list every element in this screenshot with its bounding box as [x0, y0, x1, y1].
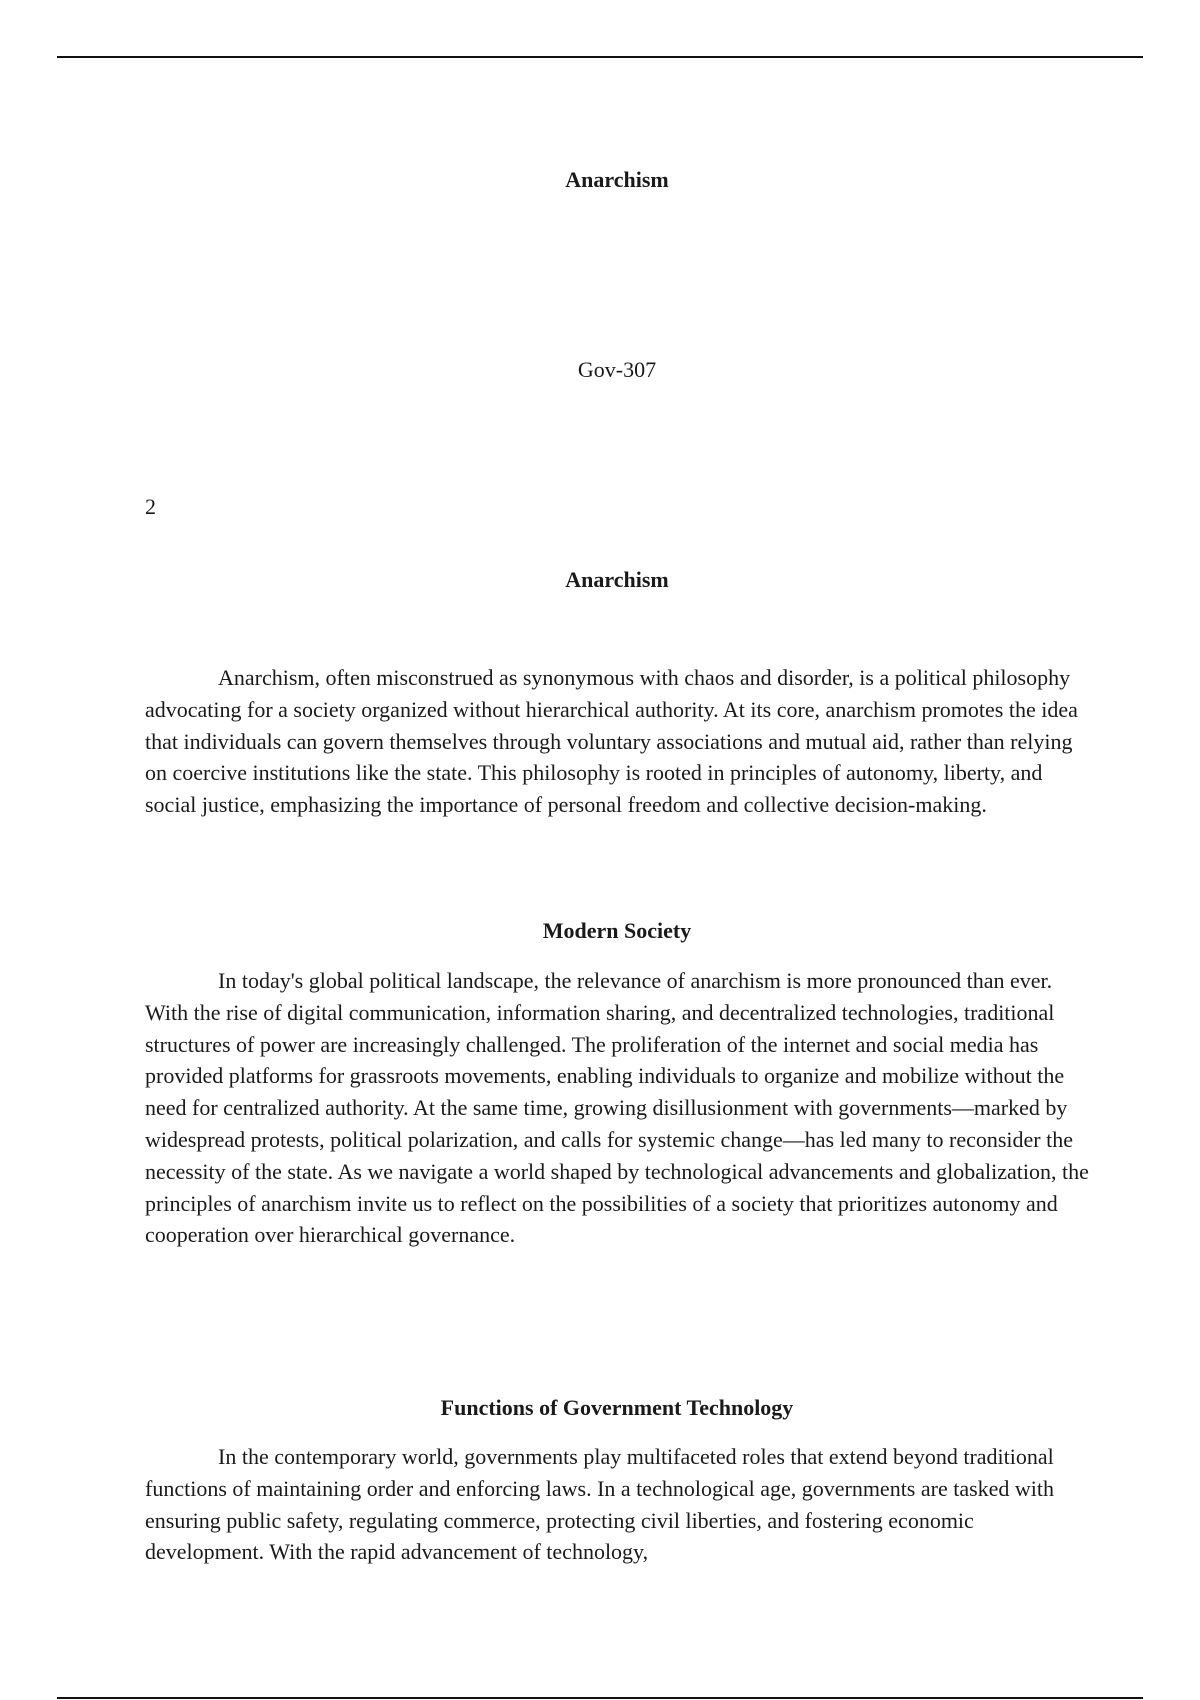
section-heading-government-technology: Functions of Government Technology: [440, 1395, 794, 1420]
page-number: 2: [145, 494, 156, 519]
bottom-rule: [57, 1697, 1143, 1699]
section-paragraph-government-technology: In the contemporary world, governments play multifaceted roles that extend beyond traditional functions of maintaining order and enforcing laws. In a technological age, governments are tasked with ensuring public safety, regulating commerce, protecting civil liberties, and fostering economic development. With the rapid advancement of technology,: [145, 1444, 1055, 1565]
intro-paragraph: Anarchism, often misconstrued as synonymous with chaos and disorder, is a political philosophy advocating for a society organized without hierarchical authority. At its core, anarchism promotes the idea that individuals can govern themselves through voluntary associations and mutual aid, rather than relying on coercive institutions like the state. This philosophy is rooted in principles of autonomy, liberty, and social justice, emphasizing the importance of personal freedom and collective decision-making.: [145, 665, 1078, 818]
section-paragraph-modern-society: In today's global political landscape, the relevance of anarchism is more pronounced than ever. With the rise of digital communication, information sharing, and decentralized technologies, traditional structures of power are increasingly challenged. The proliferation of the internet and social media has provided platforms for grassroots movements, enabling individuals to organize and mobilize without the need for centralized authority. At the same time, growing disillusionment with governments—marked by widespread protests, political polarization, and calls for systemic change—has led many to reconsider the necessity of the state. As we navigate a world shaped by technological advancements and globalization, the principles of anarchism invite us to reflect on the possibilities of a society that prioritizes autonomy and cooperation over hierarchical governance.: [145, 968, 1089, 1248]
top-rule: [57, 56, 1143, 58]
essay-title: Anarchism: [565, 567, 669, 592]
cover-title: Anarchism: [565, 167, 669, 192]
course-code: Gov-307: [577, 357, 657, 382]
section-heading-modern-society: Modern Society: [542, 918, 692, 943]
